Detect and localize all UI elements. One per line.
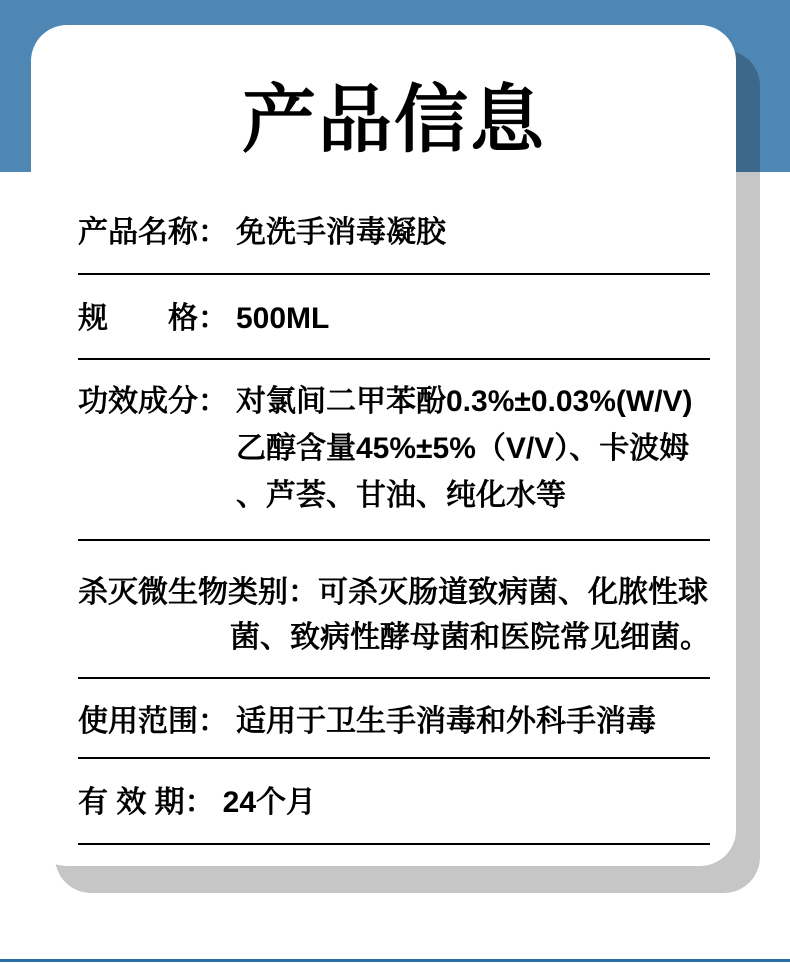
divider [78, 677, 710, 679]
row-value: 500ML [236, 302, 330, 335]
row-active-ingredients [78, 378, 710, 519]
divider [78, 539, 710, 541]
row-value: 24个月 [222, 786, 317, 819]
row-label: 产品名称： [78, 216, 228, 249]
row-label: 有 效 期： [78, 786, 215, 819]
row-label: 使用范围： [78, 705, 228, 738]
bottom-accent-line [0, 959, 790, 962]
row-specification [78, 304, 710, 334]
divider [78, 273, 710, 275]
row-value: 免洗手消毒凝胶 [236, 216, 446, 249]
row-label: 规 格： [78, 302, 228, 335]
divider [78, 358, 710, 360]
row-line-1 [78, 570, 710, 615]
row-line-2: 菌、致病性酵母菌和医院常见细菌。 [230, 621, 710, 654]
divider [78, 757, 710, 759]
row-value: 适用于卫生手消毒和外科手消毒 [236, 705, 656, 738]
row-microbe-categories [78, 570, 710, 660]
row-shelf-life [78, 788, 710, 818]
row-value-line: 可杀灭肠道致病菌、化脓性球 [318, 576, 708, 609]
product-info-card [31, 25, 736, 866]
row-value [236, 378, 693, 519]
row-value-line: 乙醇含量45%±5%（V/V）、卡波姆 [236, 432, 690, 465]
row-value-line: 、芦荟、甘油、纯化水等 [236, 479, 566, 512]
row-label: 功效成分： [78, 385, 228, 418]
row-usage-scope [78, 707, 710, 737]
page-title: 产品信息 [242, 78, 546, 161]
row-product-name [78, 218, 710, 248]
row-value-line: 对氯间二甲苯酚0.3%±0.03%(W/V) [236, 385, 693, 418]
row-label: 杀灭微生物类别： [78, 576, 318, 609]
divider [78, 843, 710, 845]
